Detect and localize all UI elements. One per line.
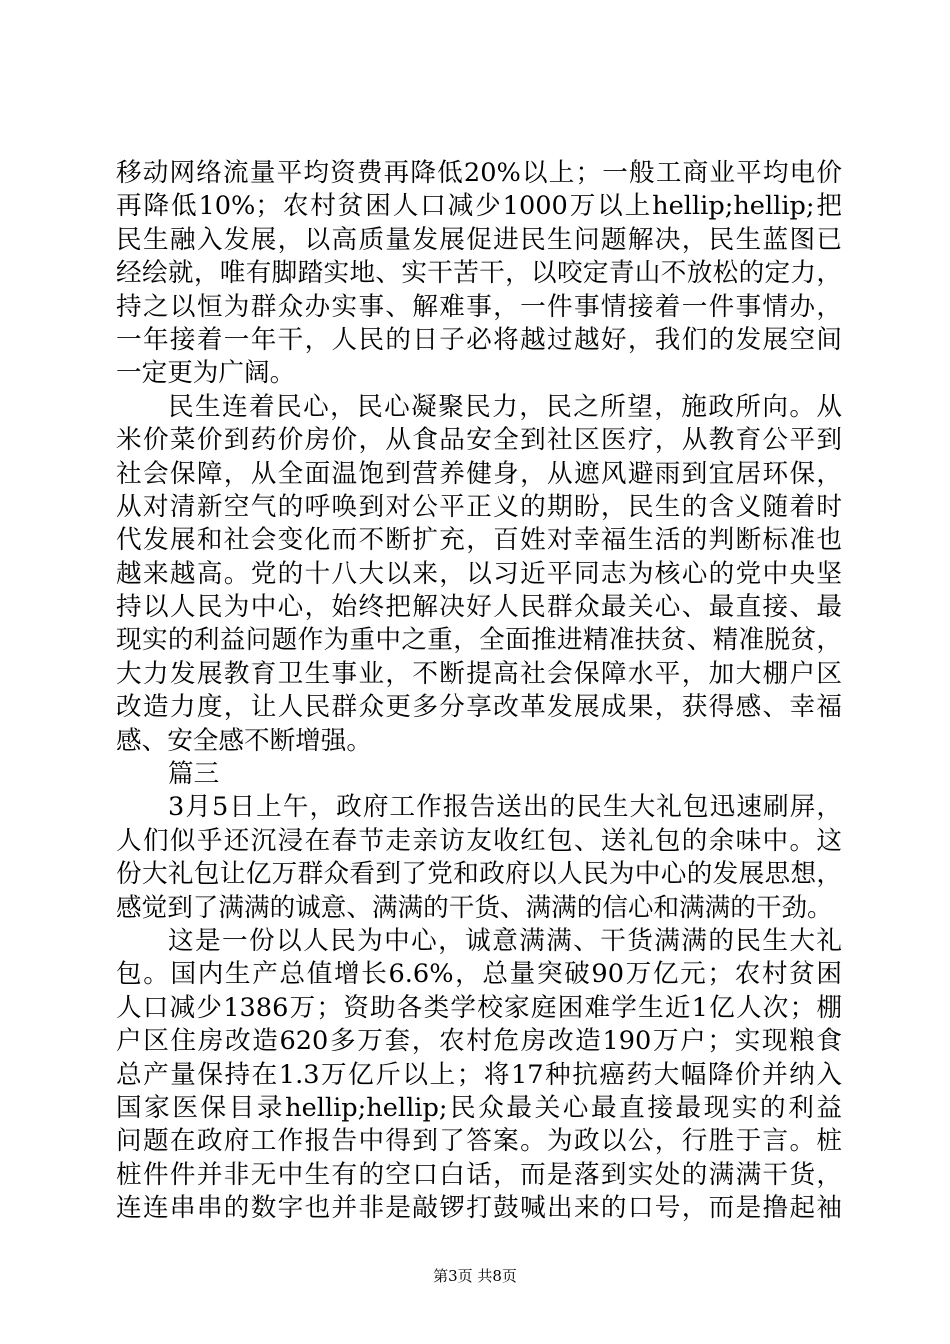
text-line: 经绘就，唯有脚踏实地、实干苦干，以咬定青山不放松的定力， [116,258,842,289]
text-line: 户区住房改造620多万套，农村危房改造190万户；实现粮食 [116,1026,842,1057]
text-line: 这是一份以人民为中心，诚意满满、干货满满的民生大礼 [168,925,842,956]
section-heading [116,758,842,791]
text-line: 国家医保目录hellip;hellip;民众最关心最直接最现实的利益 [116,1092,842,1123]
body-text [116,157,842,1226]
text-line: 现实的利益问题作为重中之重，全面推进精准扶贫、精准脱贫， [116,625,842,656]
section-heading-text: 篇三 [168,759,220,790]
text-line: 感、安全感不断增强。 [116,725,372,756]
page-indicator: 第3页 共8页 [433,1267,517,1285]
text-line: 社会保障，从全面温饱到营养健身，从遮风避雨到宜居环保， [116,458,842,489]
text-line: 代发展和社会变化而不断扩充，百姓对幸福生活的判断标准也 [116,525,842,556]
text-line: 连连串串的数字也并非是敲锣打鼓喊出来的口号，而是撸起袖 [116,1193,842,1224]
text-line: 一年接着一年干，人民的日子必将越过越好，我们的发展空间 [116,324,842,355]
text-line: 问题在政府工作报告中得到了答案。为政以公，行胜于言。桩 [116,1126,842,1157]
text-line: 桩件件并非无中生有的空口白话，而是落到实处的满满干货， [116,1159,842,1190]
text-line: 大力发展教育卫生事业，不断提高社会保障水平，加大棚户区 [116,658,842,689]
text-line: 米价菜价到药价房价，从食品安全到社区医疗，从教育公平到 [116,425,842,456]
paragraph-continuation [116,157,842,391]
page-footer [0,1266,950,1286]
text-line: 3月5日上午，政府工作报告送出的民生大礼包迅速刷屏， [168,792,842,823]
text-line: 持之以恒为群众办实事、解难事，一件事情接着一件事情办， [116,291,842,322]
text-line: 总产量保持在1.3万亿斤以上；将17种抗癌药大幅降价并纳入 [116,1059,842,1090]
text-line: 份大礼包让亿万群众看到了党和政府以人民为中心的发展思想， [116,859,842,890]
text-line: 持以人民为中心，始终把解决好人民群众最关心、最直接、最 [116,592,842,623]
text-line: 感觉到了满满的诚意、满满的干货、满满的信心和满满的干劲。 [116,892,833,923]
paragraph-march-5 [116,791,842,925]
text-line: 从对清新空气的呼唤到对公平正义的期盼，民生的含义随着时 [116,491,842,522]
paragraph-minsheng [116,391,842,758]
text-line: 人们似乎还沉浸在春节走亲访友收红包、送礼包的余味中。这 [116,825,842,856]
text-line: 民生连着民心，民心凝聚民力，民之所望，施政所向。从 [168,391,842,422]
text-line: 再降低10%；农村贫困人口减少1000万以上hellip;hellip;把 [116,191,842,222]
text-line: 民生融入发展，以高质量发展促进民生问题解决，民生蓝图已 [116,224,842,255]
text-line: 一定更为广阔。 [116,358,296,389]
text-line: 移动网络流量平均资费再降低20%以上；一般工商业平均电价 [116,158,842,188]
text-line: 包。国内生产总值增长6.6%，总量突破90万亿元；农村贫困 [116,959,842,990]
text-line: 人口减少1386万；资助各类学校家庭困难学生近1亿人次；棚 [116,992,842,1023]
text-line: 越来越高。党的十八大以来，以习近平同志为核心的党中央坚 [116,558,842,589]
text-line: 改造力度，让人民群众更多分享改革发展成果，获得感、幸福 [116,692,842,723]
paragraph-gift-package [116,925,842,1226]
